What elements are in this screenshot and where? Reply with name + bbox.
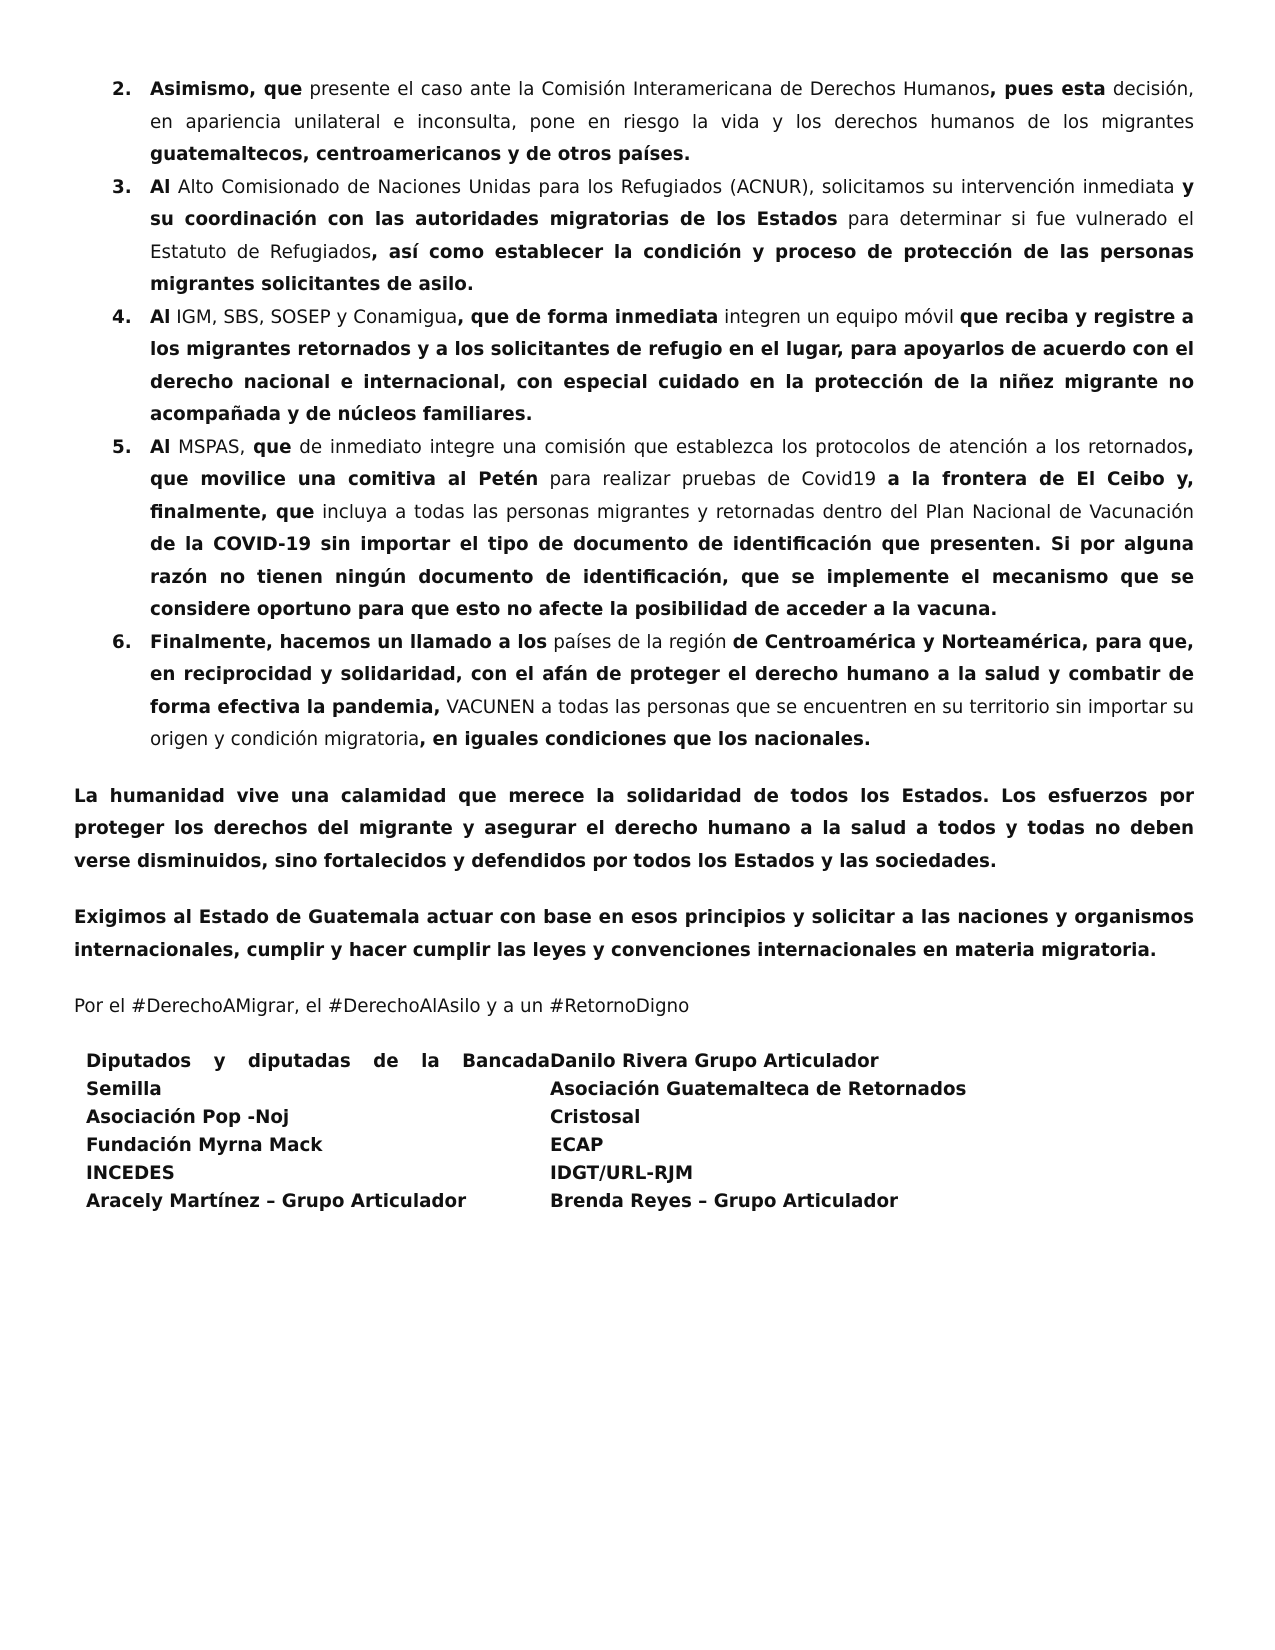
text-segment: integren un equipo móvil xyxy=(718,306,960,328)
text-segment: Alto Comisionado de Naciones Unidas para los Refugiados (ACNUR), solicitamos su intervención inmediata xyxy=(170,176,1183,198)
text-segment: países de la región xyxy=(547,631,733,653)
document-page xyxy=(74,74,1194,1216)
bold-segment: de Centroamérica y Norteamérica, para que, en reciprocidad y solidaridad, con el afán de proteger el derecho humano a la salud y combatir de forma efectiva la pandemia, xyxy=(150,631,1194,718)
item-text xyxy=(150,79,1194,165)
bold-segment: guatemaltecos, centroamericanos y de otros países. xyxy=(150,144,691,165)
item-text xyxy=(150,307,1194,426)
text-segment: para realizar pruebas de Covid19 xyxy=(538,469,888,490)
signatory: Cristosal xyxy=(550,1106,641,1128)
signatory: ECAP xyxy=(550,1134,604,1156)
bold-segment: Asimismo, que xyxy=(150,79,303,100)
text-segment: IGM, SBS, SOSEP y Conamigua xyxy=(170,306,458,328)
signatory: Diputados y diputadas de la Bancada Semilla xyxy=(86,1050,550,1100)
signatory: Brenda Reyes – Grupo Articulador xyxy=(550,1190,899,1212)
bold-segment: , en iguales condiciones que los nacionales. xyxy=(419,729,871,750)
item-text xyxy=(150,177,1194,296)
bold-segment: , así como establecer la condición y proceso de protección de las personas migrantes solicitantes de asilo. xyxy=(150,241,1194,295)
list-item xyxy=(74,172,1194,302)
bold-segment: Al xyxy=(150,176,171,198)
signatory: Fundación Myrna Mack xyxy=(86,1134,323,1156)
bold-segment: Finalmente, hacemos un llamado a los xyxy=(150,631,548,653)
signatory: Asociación Pop -Noj xyxy=(86,1106,290,1128)
demand-paragraph: Exigimos al Estado de Guatemala actuar con base en esos principios y solicitar a las naciones y organismos internacionales, cumplir y hacer cumplir las leyes y convenciones internacionales en materia migratoria. xyxy=(74,907,1194,961)
text-segment: para determinar si fue vulnerado el Estatuto de Refugiados xyxy=(150,209,1194,263)
item-number: 4. xyxy=(112,306,132,328)
signatory: Aracely Martínez – Grupo Articulador xyxy=(86,1190,467,1212)
bold-segment: , que de forma inmediata xyxy=(457,306,719,328)
list-item xyxy=(74,432,1194,627)
bold-segment: a la frontera de El Ceibo y, finalmente, que xyxy=(150,469,1194,523)
item-number: 6. xyxy=(112,631,132,653)
signatory: Asociación Guatemalteca de Retornados xyxy=(550,1078,967,1100)
demands-list xyxy=(74,74,1194,757)
item-number: 2. xyxy=(112,79,132,100)
signatory: INCEDES xyxy=(86,1162,175,1184)
bold-segment: de la COVID-19 sin importar el tipo de documento de identificación que presenten. Si por alguna razón no tienen ningún documento de identificación, que se implemente el mecanismo que se considere oportuno para que esto no afecte la posibilidad de acceder a la vacuna. xyxy=(150,534,1194,620)
bold-segment: que reciba y registre a los migrantes retornados y a los solicitantes de refugio en el lugar, para apoyarlos de acuerdo con el derecho nacional e internacional, con especial cuidado en la protección de la niñez migrante no acompañada y de núcleos familiares. xyxy=(150,306,1195,425)
bold-segment: Al xyxy=(150,436,171,458)
list-item xyxy=(74,627,1194,757)
signatory: IDGT/URL-RJM xyxy=(550,1162,694,1184)
bold-segment: , pues esta xyxy=(989,79,1106,100)
item-number: 5. xyxy=(112,436,132,458)
bold-segment: y su coordinación con las autoridades migratorias de los Estados xyxy=(150,176,1194,230)
hashtag-slogan: Por el #DerechoAMigrar, el #DerechoAlAsilo y a un #RetornoDigno xyxy=(74,996,690,1017)
item-number: 3. xyxy=(112,176,132,198)
list-item xyxy=(74,74,1194,172)
text-segment: presente el caso ante la Comisión Interamericana de Derechos Humanos xyxy=(302,79,990,100)
item-text xyxy=(150,632,1194,751)
signatories xyxy=(86,1048,1194,1216)
bold-segment: , que movilice una comitiva al Petén xyxy=(150,436,1194,490)
text-segment: de inmediato integre una comisión que establezca los protocolos de atención a los retornados xyxy=(291,436,1188,458)
text-segment: MSPAS, xyxy=(170,436,254,458)
text-segment: incluya a todas las personas migrantes y retornadas dentro del Plan Nacional de Vacunación xyxy=(314,501,1195,523)
item-text xyxy=(150,437,1194,621)
signatories-left-column xyxy=(86,1048,550,1216)
text-segment: decisión, en apariencia unilateral e inconsulta, pone en riesgo la vida y los derechos humanos de los migrantes xyxy=(150,79,1194,133)
signatories-right-column xyxy=(550,1048,1070,1216)
text-segment: VACUNEN a todas las personas que se encuentren en su territorio sin importar su origen y condición migratoria xyxy=(150,696,1194,750)
list-item xyxy=(74,302,1194,432)
bold-segment: que xyxy=(253,436,292,458)
solidarity-paragraph: La humanidad vive una calamidad que merece la solidaridad de todos los Estados. Los esfuerzos por proteger los derechos del migrante y asegurar el derecho humano a la salud a todos y todas no deben verse disminuidos, sino fortalecidos y defendidos por todos los Estados y las sociedades. xyxy=(74,785,1194,872)
signatory: Danilo Rivera Grupo Articulador xyxy=(550,1050,879,1072)
bold-segment: Al xyxy=(150,306,171,328)
